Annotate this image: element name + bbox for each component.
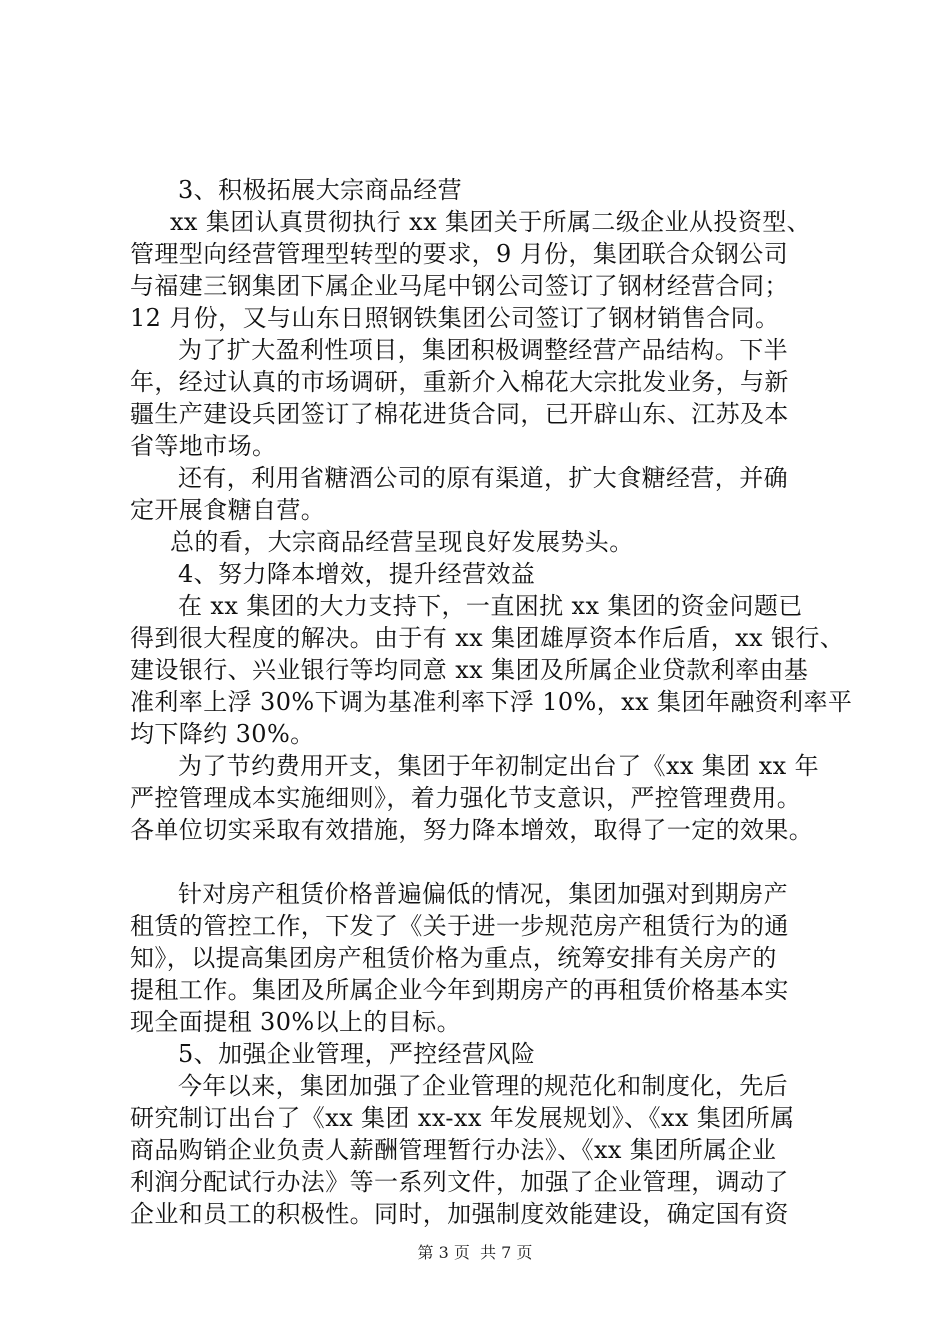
paragraph-line: 得到很大程度的解决。由于有 xx 集团雄厚资本作后盾，xx 银行、 (130, 624, 845, 652)
paragraph-line: 总的看，大宗商品经营呈现良好发展势头。 (170, 528, 634, 556)
paragraph-line: 租赁的管控工作，下发了《关于进一步规范房产租赁行为的通 (130, 912, 789, 940)
paragraph-line: 为了节约费用开支，集团于年初制定出台了《xx 集团 xx 年 (178, 752, 820, 780)
paragraph-line: 管理型向经营管理型转型的要求，9 月份，集团联合众钢公司 (130, 240, 789, 268)
paragraph-line: 严控管理成本实施细则》，着力强化节支意识，严控管理费用。 (130, 784, 802, 812)
paragraph-line: 还有，利用省糖酒公司的原有渠道，扩大食糖经营，并确 (178, 464, 788, 492)
paragraph-line: 12 月份，又与山东日照钢铁集团公司签订了钢材销售合同。 (130, 304, 780, 332)
section-heading-5: 5、加强企业管理，严控经营风险 (178, 1040, 536, 1068)
paragraph-line: 利润分配试行办法》等一系列文件，加强了企业管理，调动了 (130, 1168, 789, 1196)
blank-line (130, 846, 840, 878)
paragraph-line: 省等地市场。 (130, 432, 277, 460)
paragraph-line: 建设银行、兴业银行等均同意 xx 集团及所属企业贷款利率由基 (130, 656, 809, 684)
section-heading-3: 3、积极拓展大宗商品经营 (178, 176, 463, 204)
paragraph-line: 与福建三钢集团下属企业马尾中钢公司签订了钢材经营合同； (130, 272, 789, 300)
section-heading-4: 4、努力降本增效，提升经营效益 (178, 560, 536, 588)
paragraph-line: 企业和员工的积极性。同时，加强制度效能建设，确定国有资 (130, 1200, 789, 1228)
paragraph-line: 各单位切实采取有效措施，努力降本增效，取得了一定的效果。 (130, 816, 814, 844)
document-body (130, 174, 853, 1230)
paragraph-line: 商品购销企业负责人薪酬管理暂行办法》、《xx 集团所属企业 (130, 1136, 777, 1164)
paragraph-line: 针对房产租赁价格普遍偏低的情况，集团加强对到期房产 (178, 880, 788, 908)
paragraph-line: 年，经过认真的市场调研，重新介入棉花大宗批发业务，与新 (130, 368, 789, 396)
paragraph-line: 定开展食糖自营。 (130, 496, 326, 524)
paragraph-line: 均下降约 30%。 (130, 720, 315, 748)
paragraph-line: 疆生产建设兵团签订了棉花进货合同，已开辟山东、江苏及本 (130, 400, 789, 428)
paragraph-line: 提租工作。集团及所属企业今年到期房产的再租赁价格基本实 (130, 976, 789, 1004)
paragraph-line: 知》，以提高集团房产租赁价格为重点，统筹安排有关房产的 (130, 944, 777, 972)
paragraph-line: 为了扩大盈利性项目，集团积极调整经营产品结构。下半 (178, 336, 788, 364)
paragraph-line: 在 xx 集团的大力支持下，一直困扰 xx 集团的资金问题已 (178, 592, 803, 620)
page-number-footer: 第 3 页 共 7 页 (417, 1243, 533, 1262)
paragraph-line: 现全面提租 30%以上的目标。 (130, 1008, 461, 1036)
paragraph-line: xx 集团认真贯彻执行 xx 集团关于所属二级企业从投资型、 (170, 208, 812, 236)
paragraph-line: 今年以来，集团加强了企业管理的规范化和制度化，先后 (178, 1072, 788, 1100)
paragraph-line: 准利率上浮 30%下调为基准利率下浮 10%，xx 集团年融资利率平 (130, 688, 853, 716)
paragraph-line: 研究制订出台了《xx 集团 xx-xx 年发展规划》、《xx 集团所属 (130, 1104, 795, 1132)
